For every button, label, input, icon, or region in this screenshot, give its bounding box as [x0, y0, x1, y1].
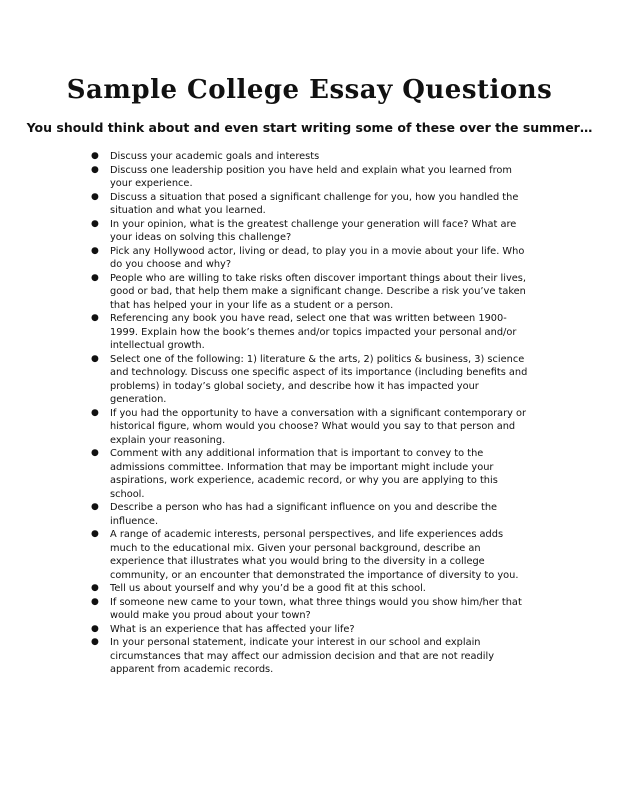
bullet-icon: ●: [91, 218, 99, 229]
bullet-icon: ●: [91, 623, 99, 634]
bullet-icon: ●: [91, 529, 99, 539]
question-text: What is an experience that has affected your life?: [110, 623, 355, 635]
question-text: Discuss your academic goals and interests: [110, 151, 320, 162]
list-item: [91, 218, 530, 245]
bullet-icon: ●: [91, 407, 99, 418]
question-text: Pick any Hollywood actor, living or dead, to play you in a movie about your life. Who do you choose and why?: [110, 245, 525, 270]
page-subtitle: You should think about and even start writing some of these over the summer…: [26, 120, 593, 135]
question-list: [91, 150, 530, 677]
list-item: [91, 501, 530, 528]
bullet-icon: ●: [91, 448, 99, 458]
list-item: [91, 582, 530, 596]
list-item: [91, 447, 530, 501]
question-text: Describe a person who has had a significant influence on you and describe the influence.: [110, 502, 498, 527]
bullet-icon: ●: [91, 164, 99, 175]
list-item: [91, 596, 530, 623]
list-item: [91, 528, 530, 582]
question-text: In your opinion, what is the greatest challenge your generation will face? What are your ideas on solving this challenge?: [110, 218, 517, 243]
bullet-icon: ●: [91, 583, 99, 593]
question-text: In your personal statement, indicate your interest in our school and explain circumstances that may affect our admission decision and that are not readily apparent from academic records.: [110, 637, 494, 675]
bullet-icon: ●: [91, 272, 99, 283]
question-text: A range of academic interests, personal perspectives, and life experiences adds much to the educational mix. Given your personal background, describe an experience that illustrates what you would bring to the diversity in a college community, or an encounter that demonstrated the importance of diversity to you.: [110, 529, 519, 581]
list-item: [91, 312, 530, 353]
list-item: [91, 272, 530, 313]
list-item: [91, 407, 530, 448]
bullet-icon: ●: [91, 245, 99, 256]
bullet-icon: ●: [91, 191, 99, 202]
question-text: Discuss a situation that posed a significant challenge for you, how you handled the situation and what you learned.: [110, 191, 519, 216]
bullet-icon: ●: [91, 353, 99, 364]
bullet-icon: ●: [91, 502, 99, 512]
list-item: [91, 623, 530, 637]
list-item: [91, 191, 530, 218]
list-item: [91, 636, 530, 677]
list-item: [91, 164, 530, 191]
bullet-icon: ●: [91, 596, 99, 607]
question-text: Discuss one leadership position you have held and explain what you learned from your experience.: [110, 164, 512, 189]
question-text: Referencing any book you have read, select one that was written between 1900-1999. Explain how the book’s themes and/or topics impacted your personal and/or intellectual growth.: [110, 313, 517, 351]
question-text: If someone new came to your town, what three things would you show him/her that would make you proud about your town?: [110, 596, 522, 621]
page-title: Sample College Essay Questions: [66, 75, 553, 105]
bullet-icon: ●: [91, 151, 99, 161]
question-text: People who are willing to take risks often discover important things about their lives, good or bad, that help them make a significant change. Describe a risk you’ve taken that has helped your in your life as a student or a person.: [110, 272, 526, 311]
bullet-icon: ●: [91, 313, 99, 323]
question-text: If you had the opportunity to have a conversation with a significant contemporary or historical figure, whom would you choose? What would you say to that person and explain your reasoning.: [110, 407, 527, 446]
question-text: Comment with any additional information that is important to convey to the admissions committee. Information that may be important might include your aspirations, work experience, academic record, or why you are applying to this school.: [110, 448, 498, 500]
list-item: [91, 150, 530, 164]
bullet-icon: ●: [91, 637, 99, 647]
question-text: Select one of the following: 1) literature & the arts, 2) politics & business, 3) science and technology. Discuss one specific aspect of its importance (including benefits and problems) in today’s global society, and describe how it has impacted your generation.: [110, 353, 528, 405]
list-item: [91, 353, 530, 407]
question-text: Tell us about yourself and why you’d be a good fit at this school.: [110, 583, 426, 594]
list-item: [91, 245, 530, 272]
